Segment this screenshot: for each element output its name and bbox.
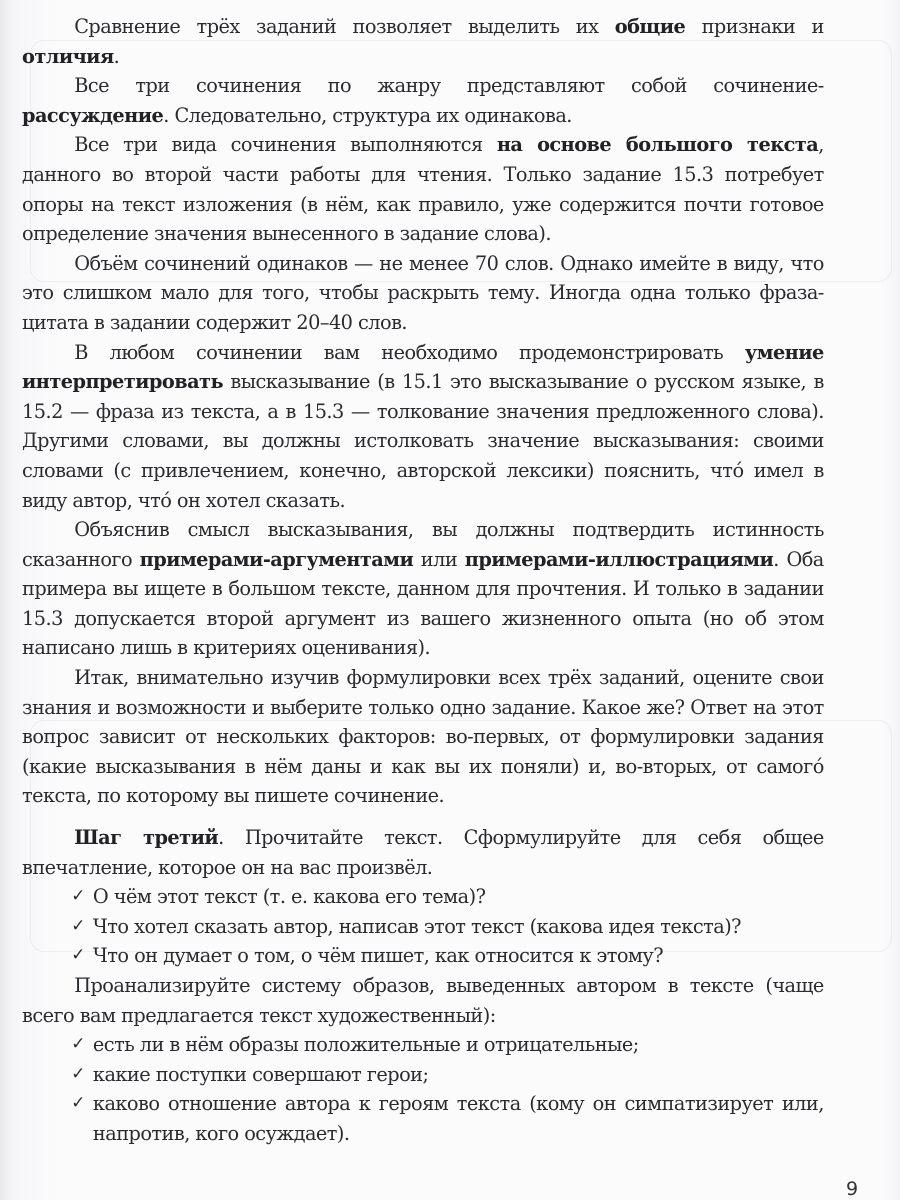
step-title: Шаг третий (74, 826, 219, 850)
checkmark-icon: ✓ (71, 915, 85, 936)
checkmark-icon: ✓ (71, 945, 85, 966)
bold-term: на основе большого текста (496, 133, 819, 157)
paragraph: Объяснив смысл высказывания, вы должны подтвердить истинность сказанного примерами-аргументами или примерами-иллюстрациями. Оба примера вы ищете в большом тексте, данном для прочтения. И только в задании 15.3 допускается второй аргумент из вашего жизненного опыта (но об этом написано лишь в критериях оценивания). (22, 518, 824, 660)
page-body (22, 12, 824, 1149)
checkmark-icon: ✓ (71, 1034, 85, 1055)
checkmark-icon: ✓ (71, 1093, 85, 1114)
bold-term: рассуждение (22, 103, 164, 127)
paragraph: Итак, внимательно изучив формулировки всех трёх заданий, оцените свои знания и возможности и выберите только одно задание. Какое же? Ответ на этот вопрос зависит от нескольких факторов: во-первых, от формулировки задания (какие высказывания в нём даны и как вы их поняли) и, во-вторых, от самого́ текста, по которому вы пишете сочинение. (22, 666, 824, 808)
checklist-item: ✓ Что он думает о том, о чём пишет, как относится к этому? (71, 941, 824, 971)
checkmark-icon: ✓ (71, 1063, 85, 1084)
checklist-questions (22, 882, 824, 971)
checklist-item: ✓ есть ли в нём образы положительные и отрицательные; (71, 1030, 824, 1060)
checklist-item: ✓ О чём этот текст (т. е. какова его тема)? (71, 882, 824, 912)
checklist-item: ✓ Что хотел сказать автор, написав этот текст (какова идея текста)? (71, 912, 824, 942)
paragraph: Сравнение трёх заданий позволяет выделить их общие признаки и отличия. (22, 15, 824, 68)
checklist-analysis (22, 1030, 824, 1148)
checkmark-icon: ✓ (71, 886, 85, 907)
bold-term: умение интерпретировать (22, 340, 824, 394)
bold-term: примерами-аргументами (139, 547, 414, 571)
paragraph: Объём сочинений одинаков — не менее 70 слов. Однако имейте в виду, что это слишком мало для того, чтобы раскрыть тему. Иногда одна только фраза-цитата в задании содержит 20–40 слов. (22, 251, 824, 334)
bold-term: общие (614, 15, 686, 38)
bold-term: примерами-иллюстрациями (464, 547, 774, 571)
step-three-paragraph: Шаг третий. Прочитайте текст. Сформулируйте для себя общее впечатление, которое он на вас произвёл. (22, 826, 824, 879)
paragraph: Проанализируйте систему образов, выведенных автором в тексте (чаще всего вам предлагается текст художественный): (22, 974, 824, 1027)
paragraph: Все три сочинения по жанру представляют собой сочинение-рассуждение. Следовательно, структура их одинакова. (22, 74, 824, 127)
bold-term: отличия (22, 44, 114, 68)
paragraph: В любом сочинении вам необходимо продемонстрировать умение интерпретировать высказывание (в 15.1 это высказывание о русском языке, в 15.2 — фраза из текста, а в 15.3 — толкование значения предложенного слова). Другими словами, вы должны истолковать значение высказывания: своими словами (с привлечением, конечно, авторской лексики) пояснить, что́ имел в виду автор, что́ он хотел сказать. (22, 340, 824, 512)
checklist-item: ✓ каково отношение автора к героям текста (кому он симпатизирует или, напротив, кого осуждает). (71, 1089, 824, 1148)
paragraph: Все три вида сочинения выполняются на основе большого текста, данного во второй части работы для чтения. Только задание 15.3 потребует опоры на текст изложения (в нём, как правило, уже содержится почти готовое определение значения вынесенного в задание слова). (22, 133, 824, 246)
page-number: 9 (846, 1178, 859, 1200)
checklist-item: ✓ какие поступки совершают герои; (71, 1060, 824, 1090)
